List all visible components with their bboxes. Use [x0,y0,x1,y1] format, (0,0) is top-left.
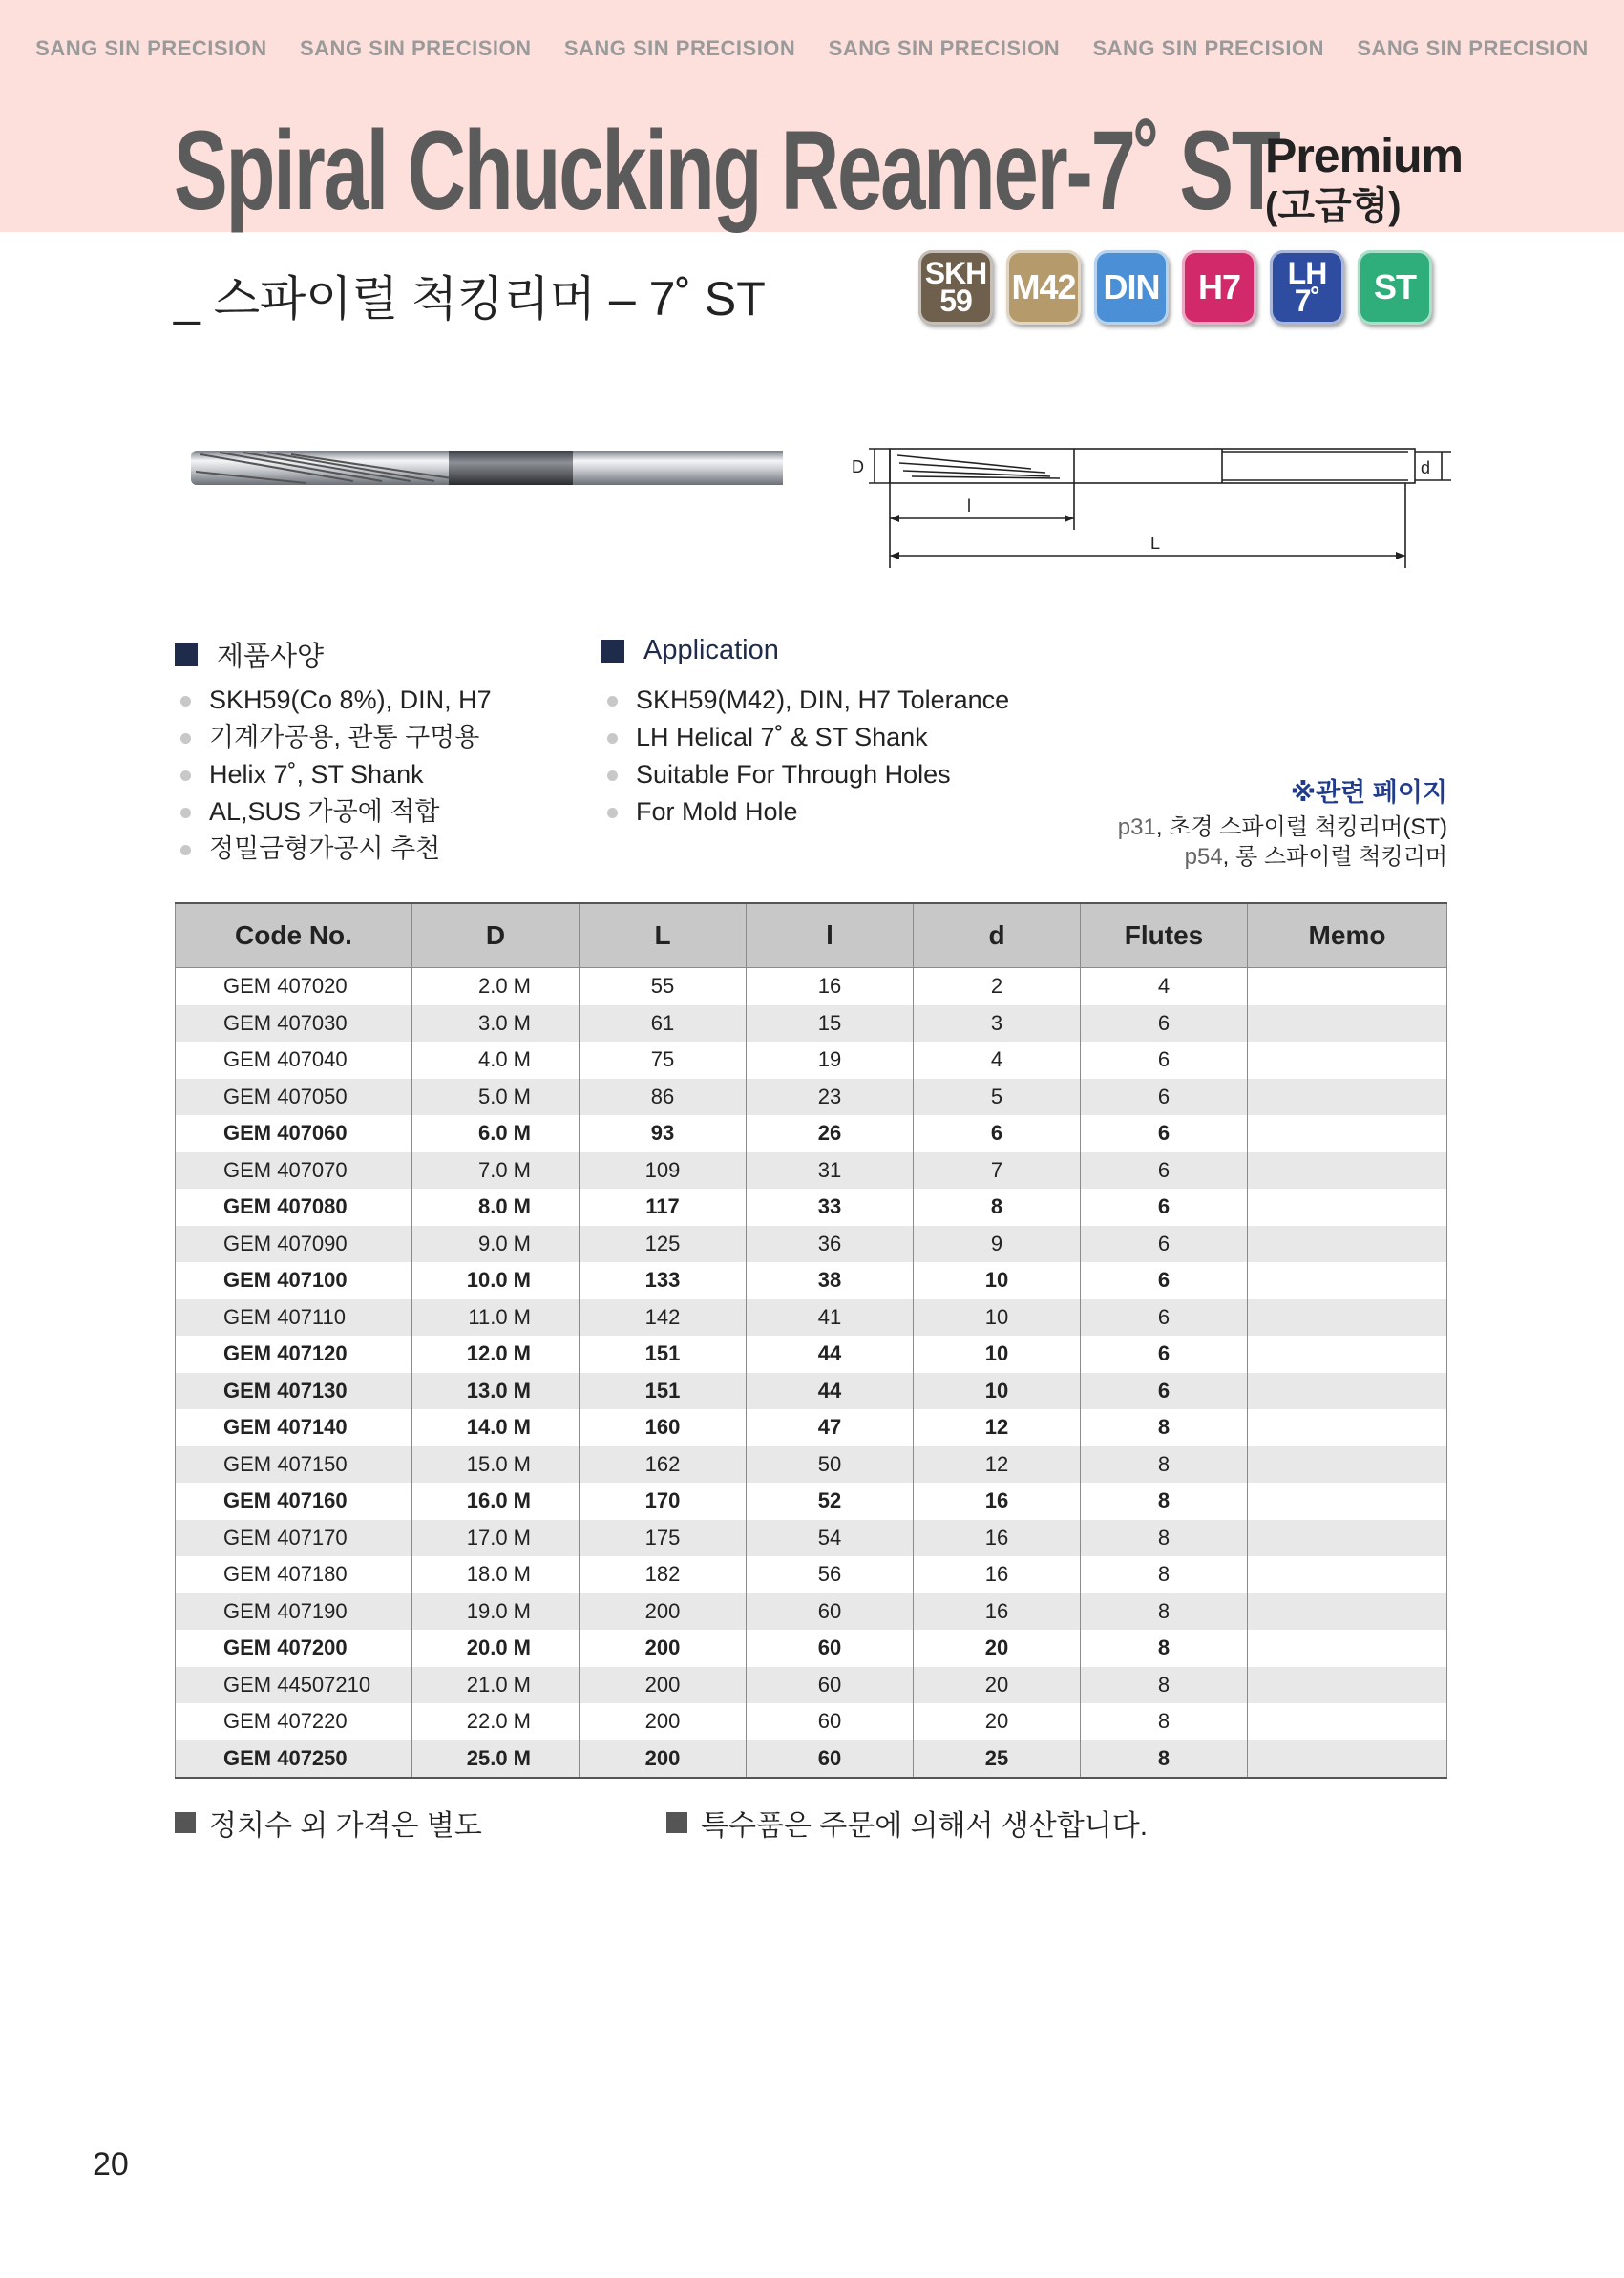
table-row [176,1409,1447,1446]
cell-L: 170 [580,1483,747,1520]
cell-code: GEM 407100 [176,1262,412,1299]
col-header-L: L [580,903,747,968]
cell-L: 151 [580,1373,747,1410]
table-row [176,1152,1447,1190]
cell-l: 60 [747,1703,914,1740]
table-row [176,1667,1447,1704]
cell-code: GEM 407120 [176,1336,412,1373]
cell-d: 12 [914,1446,1081,1484]
page-title: Spiral Chucking Reamer-7˚ ST [174,108,1279,234]
cell-code: GEM 407160 [176,1483,412,1520]
brand-label: SANG SIN PRECISION [828,36,1061,60]
cell-code: GEM 407150 [176,1446,412,1484]
table-row [176,1593,1447,1631]
spec-item: 기계가공용, 관통 구멍용 [175,719,492,756]
cell-D: 5.0 M [412,1079,580,1116]
application-heading [601,635,779,666]
cell-flutes: 6 [1081,1152,1248,1190]
cell-l: 33 [747,1189,914,1226]
cell-flutes: 8 [1081,1483,1248,1520]
cell-L: 151 [580,1336,747,1373]
cell-L: 133 [580,1262,747,1299]
cell-memo [1248,1189,1447,1226]
cell-d: 9 [914,1226,1081,1263]
cell-flutes: 8 [1081,1667,1248,1704]
cell-d: 16 [914,1483,1081,1520]
cell-D: 11.0 M [412,1299,580,1337]
cell-code: GEM 407180 [176,1556,412,1593]
cell-code: GEM 407110 [176,1299,412,1337]
cell-l: 38 [747,1262,914,1299]
related-page-link[interactable] [1185,837,1447,871]
dim-D-label: D [852,457,864,476]
cell-L: 142 [580,1299,747,1337]
cell-l: 15 [747,1005,914,1043]
cell-D: 9.0 M [412,1226,580,1263]
cell-l: 19 [747,1042,914,1079]
cell-code: GEM 407020 [176,968,412,1005]
badge-line: 7˚ [1294,284,1320,318]
cell-memo [1248,1703,1447,1740]
cell-code: GEM 407030 [176,1005,412,1043]
cell-memo [1248,1630,1447,1667]
h7-badge-icon [1182,250,1256,325]
cell-l: 44 [747,1373,914,1410]
spec-heading-text: 제품사양 [217,642,325,672]
table-row [176,1483,1447,1520]
table-row [176,1373,1447,1410]
badge-line: SKH [924,256,987,291]
cell-d: 10 [914,1373,1081,1410]
cell-L: 117 [580,1189,747,1226]
cell-code: GEM 407250 [176,1740,412,1779]
brand-row [0,36,1624,65]
table-row [176,1262,1447,1299]
cell-memo [1248,1740,1447,1779]
table-row [176,1115,1447,1152]
property-badges [918,250,1432,325]
cell-code: GEM 44507210 [176,1667,412,1704]
cell-d: 12 [914,1409,1081,1446]
cell-d: 3 [914,1005,1081,1043]
table-row [176,1520,1447,1557]
square-bullet-icon [666,1812,687,1833]
cell-flutes: 6 [1081,1115,1248,1152]
table-row [176,1630,1447,1667]
cell-flutes: 8 [1081,1520,1248,1557]
spec-item: AL,SUS 가공에 적합 [175,793,492,831]
brand-label: SANG SIN PRECISION [563,36,796,60]
cell-L: 175 [580,1520,747,1557]
spec-item: 정밀금형가공시 추천 [175,831,492,868]
cell-D: 14.0 M [412,1409,580,1446]
cell-L: 162 [580,1446,747,1484]
cell-D: 20.0 M [412,1630,580,1667]
badge-line: 59 [939,284,972,318]
cell-D: 6.0 M [412,1115,580,1152]
cell-d: 2 [914,968,1081,1005]
table-row [176,1556,1447,1593]
cell-l: 60 [747,1667,914,1704]
related-page-number: p54 [1184,844,1223,870]
cell-memo [1248,1152,1447,1190]
cell-memo [1248,1226,1447,1263]
table-row [176,1336,1447,1373]
cell-l: 23 [747,1079,914,1116]
spec-list [175,682,492,868]
cell-L: 61 [580,1005,747,1043]
spec-item: SKH59(Co 8%), DIN, H7 [175,682,492,719]
badge-text: DIN [1103,267,1160,306]
cell-flutes: 6 [1081,1005,1248,1043]
related-page-link[interactable] [1118,808,1447,841]
cell-D: 15.0 M [412,1446,580,1484]
din-badge-icon [1094,250,1169,325]
cell-l: 52 [747,1483,914,1520]
cell-l: 16 [747,968,914,1005]
cell-D: 10.0 M [412,1262,580,1299]
brand-label: SANG SIN PRECISION [35,36,267,60]
table-header-row [176,903,1447,968]
cell-l: 60 [747,1593,914,1631]
cell-flutes: 6 [1081,1189,1248,1226]
cell-L: 55 [580,968,747,1005]
brand-label: SANG SIN PRECISION [1092,36,1324,60]
cell-code: GEM 407130 [176,1373,412,1410]
cell-flutes: 4 [1081,968,1248,1005]
cell-memo [1248,1446,1447,1484]
cell-d: 20 [914,1630,1081,1667]
m42-badge-icon [1006,250,1081,325]
cell-d: 4 [914,1042,1081,1079]
cell-D: 19.0 M [412,1593,580,1631]
cell-d: 8 [914,1189,1081,1226]
cell-flutes: 6 [1081,1079,1248,1116]
application-list [601,682,1009,831]
cell-code: GEM 407220 [176,1703,412,1740]
dim-L-label: L [1150,534,1161,553]
cell-flutes: 6 [1081,1042,1248,1079]
table-row [176,1703,1447,1740]
cell-flutes: 8 [1081,1446,1248,1484]
cell-L: 200 [580,1740,747,1779]
table-row [176,1226,1447,1263]
skh59-badge-icon [918,250,993,325]
note-left [175,1802,482,1844]
cell-L: 125 [580,1226,747,1263]
cell-flutes: 6 [1081,1262,1248,1299]
cell-d: 10 [914,1336,1081,1373]
spec-item: Helix 7˚, ST Shank [175,756,492,793]
table-row [176,968,1447,1005]
st-badge-icon [1358,250,1432,325]
reamer-dimension-drawing [840,434,1451,568]
cell-d: 20 [914,1703,1081,1740]
cell-flutes: 8 [1081,1556,1248,1593]
related-page-number: p31 [1117,814,1156,840]
cell-l: 44 [747,1336,914,1373]
cell-L: 86 [580,1079,747,1116]
cell-l: 41 [747,1299,914,1337]
cell-d: 10 [914,1262,1081,1299]
reamer-photo [191,439,788,496]
cell-code: GEM 407140 [176,1409,412,1446]
cell-code: GEM 407200 [176,1630,412,1667]
cell-memo [1248,1520,1447,1557]
cell-flutes: 6 [1081,1373,1248,1410]
cell-code: GEM 407040 [176,1042,412,1079]
application-item: For Mold Hole [601,793,1009,831]
cell-flutes: 6 [1081,1299,1248,1337]
cell-memo [1248,1593,1447,1631]
cell-flutes: 6 [1081,1336,1248,1373]
cell-flutes: 8 [1081,1740,1248,1779]
cell-D: 16.0 M [412,1483,580,1520]
cell-memo [1248,1667,1447,1704]
cell-l: 60 [747,1630,914,1667]
col-header-flutes: Flutes [1081,903,1248,968]
note-right [666,1802,1148,1844]
cell-code: GEM 407080 [176,1189,412,1226]
table-row [176,1079,1447,1116]
cell-code: GEM 407170 [176,1520,412,1557]
cell-l: 54 [747,1520,914,1557]
spec-table [175,902,1447,1779]
table-row [176,1189,1447,1226]
cell-l: 47 [747,1409,914,1446]
cell-memo [1248,1409,1447,1446]
cell-d: 5 [914,1079,1081,1116]
lh7-badge-icon [1270,250,1344,325]
cell-L: 109 [580,1152,747,1190]
cell-memo [1248,1005,1447,1043]
spec-table-body [176,968,1447,1779]
cell-flutes: 8 [1081,1703,1248,1740]
cell-memo [1248,1336,1447,1373]
cell-flutes: 8 [1081,1593,1248,1631]
cell-l: 60 [747,1740,914,1779]
cell-L: 200 [580,1703,747,1740]
application-item: Suitable For Through Holes [601,756,1009,793]
cell-D: 12.0 M [412,1336,580,1373]
application-item: LH Helical 7˚ & ST Shank [601,719,1009,756]
cell-code: GEM 407060 [176,1115,412,1152]
cell-D: 25.0 M [412,1740,580,1779]
cell-D: 7.0 M [412,1152,580,1190]
related-pages-title: ※관련 페이지 [1290,778,1447,807]
cell-L: 200 [580,1593,747,1631]
dim-d-label: d [1421,458,1431,477]
cell-d: 16 [914,1593,1081,1631]
cell-memo [1248,1373,1447,1410]
col-header-D: D [412,903,580,968]
table-row [176,1042,1447,1079]
cell-L: 75 [580,1042,747,1079]
badge-text: H7 [1197,267,1241,306]
cell-L: 182 [580,1556,747,1593]
cell-D: 8.0 M [412,1189,580,1226]
cell-d: 7 [914,1152,1081,1190]
badge-text: ST [1373,267,1416,306]
spec-heading [175,635,324,674]
cell-code: GEM 407050 [176,1079,412,1116]
col-header-d: d [914,903,1081,968]
cell-memo [1248,1115,1447,1152]
col-header-l: l [747,903,914,968]
cell-L: 200 [580,1667,747,1704]
cell-D: 22.0 M [412,1703,580,1740]
cell-l: 56 [747,1556,914,1593]
badge-line: LH [1287,256,1327,291]
application-item: SKH59(M42), DIN, H7 Tolerance [601,682,1009,719]
cell-flutes: 6 [1081,1226,1248,1263]
cell-memo [1248,1042,1447,1079]
cell-d: 20 [914,1667,1081,1704]
cell-memo [1248,1556,1447,1593]
cell-D: 2.0 M [412,968,580,1005]
badge-text: M42 [1011,267,1076,306]
cell-l: 36 [747,1226,914,1263]
premium-sublabel: (고급형) [1265,185,1402,227]
cell-memo [1248,1483,1447,1520]
cell-D: 4.0 M [412,1042,580,1079]
square-bullet-icon [175,1812,196,1833]
dim-l-label: l [967,496,971,516]
related-page-text: , 초경 스파이럴 척킹리머(ST) [1155,814,1447,840]
cell-L: 160 [580,1409,747,1446]
cell-memo [1248,1262,1447,1299]
square-bullet-icon [175,643,198,666]
page-number: 20 [93,2146,129,2183]
cell-D: 18.0 M [412,1556,580,1593]
brand-label: SANG SIN PRECISION [1357,36,1589,60]
related-page-text: , 롱 스파이럴 척킹리머 [1222,844,1447,870]
table-row [176,1005,1447,1043]
cell-L: 200 [580,1630,747,1667]
table-row [176,1299,1447,1337]
cell-D: 3.0 M [412,1005,580,1043]
cell-code: GEM 407190 [176,1593,412,1631]
cell-D: 17.0 M [412,1520,580,1557]
page-subtitle: _ 스파이럴 척킹리머 – 7˚ ST [174,272,766,326]
brand-label: SANG SIN PRECISION [300,36,532,60]
cell-flutes: 8 [1081,1630,1248,1667]
square-bullet-icon [601,640,624,663]
table-row [176,1740,1447,1779]
cell-code: GEM 407090 [176,1226,412,1263]
cell-l: 31 [747,1152,914,1190]
cell-d: 10 [914,1299,1081,1337]
cell-memo [1248,1079,1447,1116]
cell-memo [1248,1299,1447,1337]
note-text: 정치수 외 가격은 별도 [209,1810,482,1842]
cell-D: 21.0 M [412,1667,580,1704]
col-header-memo: Memo [1248,903,1447,968]
note-text: 특수품은 주문에 의해서 생산합니다. [701,1810,1149,1842]
col-header-code: Code No. [176,903,412,968]
premium-label: Premium [1265,129,1463,182]
cell-flutes: 8 [1081,1409,1248,1446]
cell-d: 6 [914,1115,1081,1152]
cell-l: 50 [747,1446,914,1484]
cell-D: 13.0 M [412,1373,580,1410]
cell-d: 16 [914,1520,1081,1557]
cell-code: GEM 407070 [176,1152,412,1190]
table-row [176,1446,1447,1484]
cell-L: 93 [580,1115,747,1152]
cell-memo [1248,968,1447,1005]
cell-l: 26 [747,1115,914,1152]
cell-d: 25 [914,1740,1081,1779]
application-heading-text: Application [643,635,779,665]
cell-d: 16 [914,1556,1081,1593]
